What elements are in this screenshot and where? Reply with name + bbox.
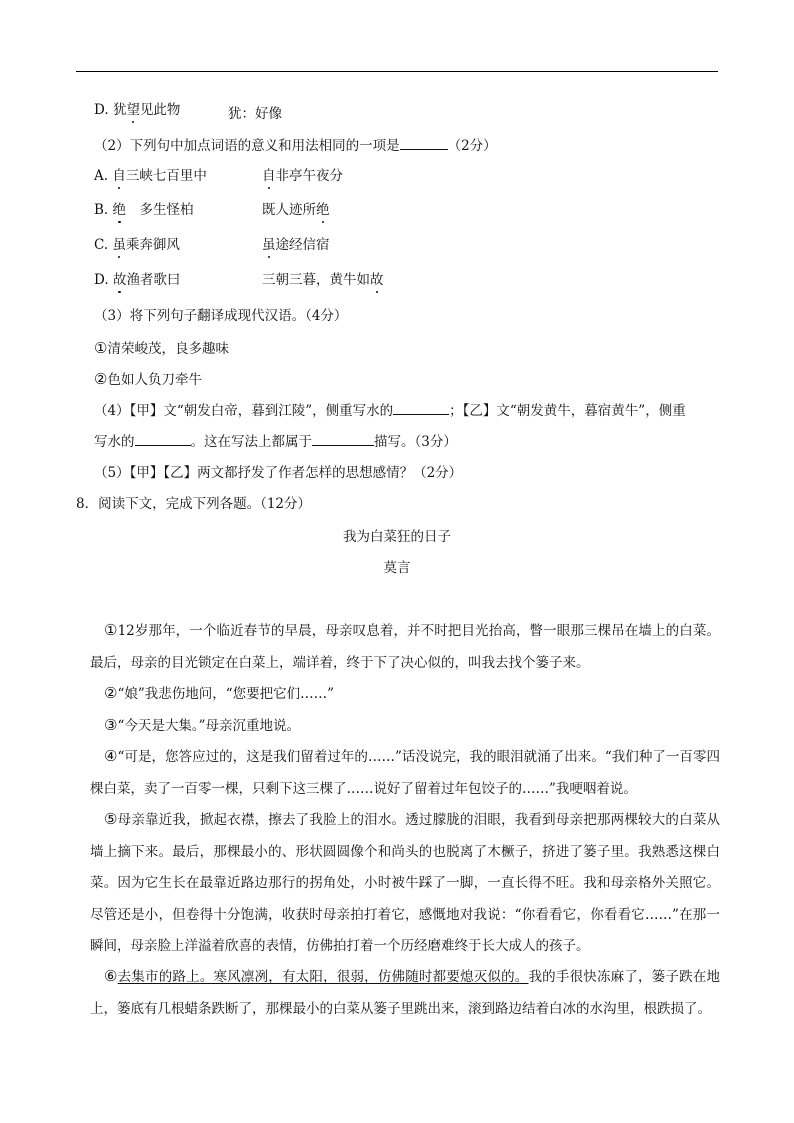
answer-blank[interactable]: [400, 135, 448, 150]
q7-sub3-item-2: ②色如人负刀牵牛: [94, 370, 202, 388]
q7-sub2-option-d-b: 三朝三暮，黄牛如故: [262, 272, 384, 288]
q7-sub2-option-b-b: 既人迹所绝: [262, 202, 330, 218]
answer-blank[interactable]: [312, 431, 374, 446]
q7-option-d-gloss: 犹：好像: [228, 106, 282, 122]
header-rule: [76, 71, 718, 72]
article-paragraph-3: ③“今天是大集。”母亲沉重地说。: [104, 716, 301, 734]
article-paragraph-1: ①12岁那年，一个临近春节的早晨，母亲叹息着，并不时把目光抬高，瞥一眼那三棵吊在墙上的白菜。最后，母亲的目光锁定在白菜上，端详着，终于下了决心似的，叫我去找个篓子来。: [90, 621, 720, 671]
q7-sub2-option-b: B. 绝 多生怪柏: [94, 202, 194, 218]
article-author: 莫言: [383, 560, 411, 576]
q7-sub2-option-d: D. 故渔者歌曰: [94, 272, 181, 288]
q7-sub3-prompt: （3）将下列句子翻译成现代汉语。（4分）: [94, 308, 348, 324]
q7-sub5-prompt: （5）【甲】【乙】两文都抒发了作者怎样的思想感情？（2分）: [94, 465, 463, 481]
q7-option-d: D. 犹望见此物: [94, 102, 181, 118]
q7-sub2-option-a-b: 自非亭午夜分: [262, 168, 343, 184]
q7-sub2-option-a: A. 自三峡七百里中: [94, 168, 207, 184]
article-paragraph-6: ⑥去集市的路上。寒风凛冽，有太阳，很弱，仿佛随时都要熄灭似的。我的手很快冻麻了，篓子跌在地上，篓底有几根蜡条跌断了，那棵最小的白菜从篓子里跳出来，滚到路边结着白冰的水沟里，根跌损了。: [90, 967, 721, 1017]
article-title: 我为白菜狂的日子: [343, 529, 451, 545]
underlined-sentence: 去集市的路上。寒风凛冽，有太阳，很弱，仿佛随时都要熄灭似的。: [117, 969, 529, 985]
q7-sub3-item-1: ①清荣峻茂，良多趣味: [94, 339, 229, 357]
q7-sub2-prompt: （2）下列句中加点词语的意义和用法相同的一项是 （2分）: [94, 135, 497, 156]
q7-sub2-option-c-b: 虽途经信宿: [262, 237, 330, 253]
q7-sub4-line2: 写水的 。这在写法上都属于 描写。（3分）: [94, 431, 457, 452]
answer-blank[interactable]: [393, 400, 449, 415]
article-paragraph-4: ④“可是，您答应过的，这是我们留着过年的……”话没说完，我的眼泪就涌了出来。“我们种了一百零四棵白菜，卖了一百零一棵，只剩下这三棵了……说好了留着过年包饺子的……”我哽咽着说。: [90, 747, 720, 797]
article-paragraph-2: ②“娘”我悲伤地问，“您要把它们……”: [104, 684, 335, 702]
article-paragraph-5: ⑤母亲靠近我，掀起衣襟，擦去了我脸上的泪水。透过朦胧的泪眼，我看到母亲把那两棵较大的白菜从墙上摘下来。最后，那棵最小的、形状圆圆像个和尚头的也脱离了木橛子，挤进了篓子里。我熟悉这棵白菜。因为它生长在最靠近路边那行的拐角处，小时被牛踩了一脚，一直长得不旺。我和母亲格外关照它。尽管还是小，但卷得十分饱满，收获时母亲拍打着它，感慨地对我说：“你看看它，你看看它……”在那一瞬间，母亲脸上洋溢着欣喜的表情，仿佛拍打着一个历经磨难终于长大成人的孩子。: [90, 810, 721, 954]
q7-sub4-line1: （4）【甲】文“朝发白帝，暮到江陵”，侧重写水的 ；【乙】文“朝发黄牛，暮宿黄牛”，侧重: [94, 400, 686, 421]
q7-sub2-option-c: C. 虽乘奔御风: [94, 237, 180, 253]
q8-heading: 8．阅读下文，完成下列各题。（12分）: [76, 496, 312, 512]
answer-blank[interactable]: [135, 431, 191, 446]
